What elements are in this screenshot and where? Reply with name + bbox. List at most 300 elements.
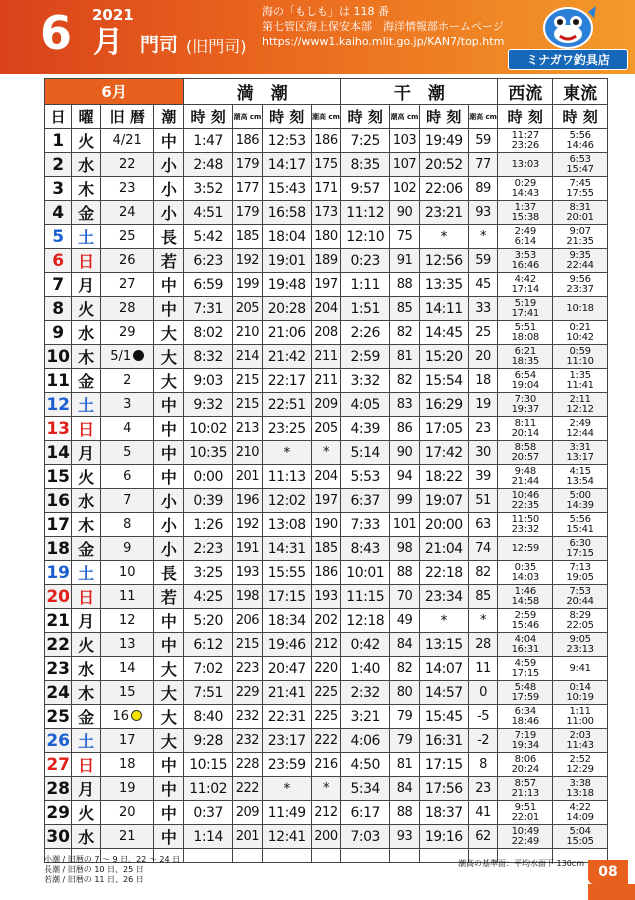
high-tide-time-1: 6:59 bbox=[184, 273, 233, 297]
low-tide-time-1: 6:17 bbox=[341, 801, 390, 825]
high-tide-time-1: 8:32 bbox=[184, 345, 233, 369]
lunar-date: 6 bbox=[123, 469, 132, 484]
low-tide-height-2: 93 bbox=[468, 201, 498, 225]
low-tide-height-1: 101 bbox=[390, 513, 420, 537]
low-tide-height-1: 70 bbox=[390, 585, 420, 609]
weekday-cell: 木 bbox=[72, 513, 101, 537]
low-tide-time-2: 23:34 bbox=[419, 585, 468, 609]
low-tide-height-1: 102 bbox=[390, 177, 420, 201]
lunar-date: 4/21 bbox=[112, 133, 142, 148]
low-tide-height-1: 86 bbox=[390, 417, 420, 441]
low-tide-time-1: 7:33 bbox=[341, 513, 390, 537]
low-tide-time-2: 22:18 bbox=[419, 561, 468, 585]
lunar-date: 29 bbox=[118, 325, 136, 340]
high-tide-height-1: 213 bbox=[233, 417, 263, 441]
high-tide-time-2: 15:55 bbox=[262, 561, 311, 585]
high-tide-height-1: 196 bbox=[233, 489, 263, 513]
low-tide-height-2: 77 bbox=[468, 153, 498, 177]
high-tide-time-1: 4:25 bbox=[184, 585, 233, 609]
high-tide-height-2: 190 bbox=[311, 513, 341, 537]
high-tide-height-2: 186 bbox=[311, 129, 341, 153]
lunar-cell bbox=[100, 417, 154, 441]
low-tide-time-1: 6:37 bbox=[341, 489, 390, 513]
high-tide-height-1: 223 bbox=[233, 657, 263, 681]
low-tide-time-1: 5:14 bbox=[341, 441, 390, 465]
high-tide-height-1: 232 bbox=[233, 729, 263, 753]
west-flow-cell: 10:49 22:49 bbox=[498, 825, 553, 849]
header-place-old: (旧門司) bbox=[186, 37, 247, 56]
tide-type-cell: 中 bbox=[154, 393, 184, 417]
low-tide-height-2: 23 bbox=[468, 417, 498, 441]
table-row bbox=[45, 753, 608, 777]
table-row bbox=[45, 225, 608, 249]
low-tide-height-2: * bbox=[468, 609, 498, 633]
weekday-cell: 木 bbox=[72, 681, 101, 705]
weekday-cell: 水 bbox=[72, 825, 101, 849]
high-tide-time-2: 14:31 bbox=[262, 537, 311, 561]
day-cell: 29 bbox=[46, 802, 71, 823]
weekday-cell: 金 bbox=[72, 201, 101, 225]
low-tide-time-1: 11:15 bbox=[341, 585, 390, 609]
col-lunar: 旧 暦 bbox=[100, 105, 154, 129]
low-tide-height-1: 82 bbox=[390, 657, 420, 681]
lunar-date: 4 bbox=[123, 421, 132, 436]
lunar-date: 7 bbox=[123, 493, 132, 508]
table-row bbox=[45, 297, 608, 321]
high-tide-height-1: 201 bbox=[233, 825, 263, 849]
weekday-cell: 火 bbox=[72, 633, 101, 657]
table-row bbox=[45, 489, 608, 513]
tide-type-cell: 中 bbox=[154, 633, 184, 657]
low-tide-time-1: 12:10 bbox=[341, 225, 390, 249]
weekday-cell: 金 bbox=[72, 369, 101, 393]
east-flow-header: 東流 bbox=[553, 79, 608, 105]
tide-type-cell: 大 bbox=[154, 729, 184, 753]
header-month-kanji: 月 bbox=[93, 25, 123, 60]
high-tide-time-2: 11:13 bbox=[262, 465, 311, 489]
col-day: 日 bbox=[45, 105, 72, 129]
low-tide-time-1: 2:59 bbox=[341, 345, 390, 369]
lunar-date: 27 bbox=[118, 277, 136, 292]
high-tide-height-2: 204 bbox=[311, 465, 341, 489]
west-flow-cell: 9:51 22:01 bbox=[498, 801, 553, 825]
high-tide-time-2: 19:48 bbox=[262, 273, 311, 297]
low-tide-height-1: 82 bbox=[390, 321, 420, 345]
note-nagashio: 長潮 / 旧暦の 10 日、25 日 bbox=[44, 865, 144, 874]
lunar-cell bbox=[100, 321, 154, 345]
col-height: 潮高 cm bbox=[468, 105, 498, 129]
low-tide-time-1: 0:23 bbox=[341, 249, 390, 273]
high-tide-height-2: 173 bbox=[311, 201, 341, 225]
west-flow-cell: 5:19 17:41 bbox=[498, 297, 553, 321]
lunar-cell bbox=[100, 153, 154, 177]
blank-cell bbox=[311, 849, 341, 863]
col-time: 時 刻 bbox=[262, 105, 311, 129]
high-tide-time-1: 3:25 bbox=[184, 561, 233, 585]
high-tide-time-1: 5:20 bbox=[184, 609, 233, 633]
lunar-cell bbox=[100, 273, 154, 297]
weekday-cell: 火 bbox=[72, 297, 101, 321]
high-tide-height-1: 205 bbox=[233, 297, 263, 321]
low-tide-height-2: 28 bbox=[468, 633, 498, 657]
tide-table-wrapper bbox=[44, 78, 608, 863]
table-row bbox=[45, 417, 608, 441]
lunar-cell bbox=[100, 777, 154, 801]
west-flow-cell: 2:49 6:14 bbox=[498, 225, 553, 249]
low-tide-height-2: 33 bbox=[468, 297, 498, 321]
day-cell: 7 bbox=[45, 273, 72, 297]
low-tide-time-2: 20:00 bbox=[419, 513, 468, 537]
low-tide-height-2: 0 bbox=[468, 681, 498, 705]
west-flow-cell: 8:57 21:13 bbox=[498, 777, 553, 801]
high-tide-height-2: * bbox=[311, 777, 341, 801]
lunar-cell bbox=[100, 345, 154, 369]
high-tide-header: 満 潮 bbox=[184, 79, 341, 105]
corner-bar bbox=[588, 884, 635, 900]
info-line-1: 海の「もしも」は 118 番 bbox=[262, 5, 389, 18]
east-flow-cell: 5:56 15:41 bbox=[553, 513, 608, 537]
table-row bbox=[45, 273, 608, 297]
east-flow-cell: 7:45 17:55 bbox=[553, 177, 608, 201]
west-flow-cell: 8:11 20:14 bbox=[498, 417, 553, 441]
day-cell: 3 bbox=[45, 177, 72, 201]
low-tide-height-1: 88 bbox=[390, 273, 420, 297]
lunar-date: 14 bbox=[118, 661, 136, 676]
high-tide-height-1: 192 bbox=[233, 513, 263, 537]
low-tide-time-1: 7:25 bbox=[341, 129, 390, 153]
low-tide-height-1: 99 bbox=[390, 489, 420, 513]
high-tide-height-2: 171 bbox=[311, 177, 341, 201]
high-tide-time-1: 7:02 bbox=[184, 657, 233, 681]
lunar-date: 11 bbox=[118, 589, 136, 604]
low-tide-height-2: 30 bbox=[468, 441, 498, 465]
lunar-date: 16 bbox=[112, 709, 129, 724]
high-tide-time-2: * bbox=[262, 777, 311, 801]
low-tide-height-2: 59 bbox=[468, 129, 498, 153]
low-tide-height-1: 79 bbox=[390, 729, 420, 753]
low-tide-height-2: * bbox=[468, 225, 498, 249]
low-tide-height-1: 79 bbox=[390, 705, 420, 729]
table-row bbox=[45, 729, 608, 753]
lunar-date: 19 bbox=[118, 781, 136, 796]
low-tide-time-1: 1:11 bbox=[341, 273, 390, 297]
west-flow-cell: 0:35 14:03 bbox=[498, 561, 553, 585]
low-tide-time-2: 17:05 bbox=[419, 417, 468, 441]
east-flow-cell: 6:53 15:47 bbox=[553, 153, 608, 177]
low-tide-height-1: 49 bbox=[390, 609, 420, 633]
day-cell: 28 bbox=[46, 778, 71, 799]
tide-type-cell: 小 bbox=[154, 153, 184, 177]
weekday-cell: 火 bbox=[72, 801, 101, 825]
tide-type-cell: 小 bbox=[154, 513, 184, 537]
tide-type-cell: 中 bbox=[154, 417, 184, 441]
table-row bbox=[45, 441, 608, 465]
high-tide-height-2: 208 bbox=[311, 321, 341, 345]
table-row bbox=[45, 777, 608, 801]
tide-table bbox=[44, 78, 608, 863]
header-place: 門司 bbox=[140, 34, 179, 56]
high-tide-time-1: 8:40 bbox=[184, 705, 233, 729]
lunar-date: 13 bbox=[118, 637, 136, 652]
table-row bbox=[45, 345, 608, 369]
lunar-cell bbox=[100, 129, 154, 153]
high-tide-height-2: 211 bbox=[311, 369, 341, 393]
tide-type-cell: 大 bbox=[154, 369, 184, 393]
weekday-cell: 土 bbox=[72, 393, 101, 417]
high-tide-height-2: 175 bbox=[311, 153, 341, 177]
low-tide-height-1: 88 bbox=[390, 561, 420, 585]
weekday-cell: 日 bbox=[72, 249, 101, 273]
low-tide-height-2: 59 bbox=[468, 249, 498, 273]
low-tide-height-1: 81 bbox=[390, 345, 420, 369]
tide-type-cell: 若 bbox=[154, 249, 184, 273]
lunar-cell bbox=[100, 441, 154, 465]
high-tide-height-2: 225 bbox=[311, 681, 341, 705]
east-flow-cell: 3:31 13:17 bbox=[553, 441, 608, 465]
low-tide-height-1: 90 bbox=[390, 441, 420, 465]
low-tide-height-1: 75 bbox=[390, 225, 420, 249]
low-tide-time-2: 16:29 bbox=[419, 393, 468, 417]
table-row bbox=[45, 201, 608, 225]
low-tide-time-1: 4:50 bbox=[341, 753, 390, 777]
height-basis-note: 潮高の基準面：平均水面下 130cm bbox=[458, 859, 585, 868]
table-row bbox=[45, 801, 608, 825]
tide-type-cell: 長 bbox=[154, 225, 184, 249]
day-cell: 4 bbox=[45, 201, 72, 225]
lunar-date: 24 bbox=[118, 205, 136, 220]
high-tide-time-1: 7:51 bbox=[184, 681, 233, 705]
high-tide-time-1: 7:31 bbox=[184, 297, 233, 321]
east-flow-cell: 1:35 11:41 bbox=[553, 369, 608, 393]
low-tide-time-1: 2:26 bbox=[341, 321, 390, 345]
table-row bbox=[45, 513, 608, 537]
east-flow-cell: 9:41 bbox=[553, 657, 608, 681]
west-flow-cell: 4:04 16:31 bbox=[498, 633, 553, 657]
tide-type-cell: 中 bbox=[154, 825, 184, 849]
lunar-date: 17 bbox=[118, 733, 136, 748]
low-tide-height-1: 82 bbox=[390, 369, 420, 393]
west-flow-cell: 12:59 bbox=[498, 537, 553, 561]
table-row bbox=[45, 705, 608, 729]
lunar-date: 9 bbox=[123, 541, 132, 556]
low-tide-time-1: 3:21 bbox=[341, 705, 390, 729]
weekday-cell: 日 bbox=[72, 585, 101, 609]
table-row bbox=[45, 177, 608, 201]
blank-cell bbox=[184, 849, 233, 863]
east-flow-cell: 5:56 14:46 bbox=[553, 129, 608, 153]
high-tide-height-2: 216 bbox=[311, 753, 341, 777]
col-time: 時 刻 bbox=[419, 105, 468, 129]
west-flow-cell: 2:59 15:46 bbox=[498, 609, 553, 633]
tide-notes bbox=[44, 855, 180, 885]
low-tide-height-2: 20 bbox=[468, 345, 498, 369]
high-tide-time-2: 22:17 bbox=[262, 369, 311, 393]
low-tide-height-2: 8 bbox=[468, 753, 498, 777]
table-row bbox=[45, 369, 608, 393]
day-cell: 30 bbox=[46, 826, 71, 847]
high-tide-height-1: 193 bbox=[233, 561, 263, 585]
tide-type-cell: 大 bbox=[154, 705, 184, 729]
high-tide-time-2: * bbox=[262, 441, 311, 465]
west-flow-cell: 13:03 bbox=[498, 153, 553, 177]
low-tide-height-2: 41 bbox=[468, 801, 498, 825]
day-cell: 27 bbox=[46, 754, 71, 775]
high-tide-height-1: 185 bbox=[233, 225, 263, 249]
lunar-cell bbox=[100, 681, 154, 705]
day-cell: 13 bbox=[46, 418, 71, 439]
table-row bbox=[45, 393, 608, 417]
low-tide-height-2: -5 bbox=[468, 705, 498, 729]
low-tide-height-2: 25 bbox=[468, 321, 498, 345]
low-tide-time-1: 1:51 bbox=[341, 297, 390, 321]
shop-logo-text: ミナガワ釣具店 bbox=[508, 49, 628, 70]
day-cell: 24 bbox=[46, 682, 71, 703]
low-tide-time-2: * bbox=[419, 609, 468, 633]
table-row bbox=[45, 681, 608, 705]
lunar-date: 10 bbox=[118, 565, 136, 580]
east-flow-cell: 5:04 15:05 bbox=[553, 825, 608, 849]
month-label: 6月 bbox=[45, 79, 184, 105]
day-cell: 20 bbox=[46, 586, 71, 607]
east-flow-cell: 7:53 20:44 bbox=[553, 585, 608, 609]
low-tide-time-2: 20:52 bbox=[419, 153, 468, 177]
low-tide-height-2: 19 bbox=[468, 393, 498, 417]
day-cell: 6 bbox=[45, 249, 72, 273]
lunar-cell bbox=[100, 753, 154, 777]
high-tide-height-2: 193 bbox=[311, 585, 341, 609]
low-tide-height-2: 45 bbox=[468, 273, 498, 297]
low-tide-time-2: 23:21 bbox=[419, 201, 468, 225]
blank-cell bbox=[341, 849, 390, 863]
lunar-date: 12 bbox=[118, 613, 136, 628]
weekday-cell: 木 bbox=[72, 345, 101, 369]
page-header bbox=[0, 0, 635, 74]
low-tide-time-2: 13:35 bbox=[419, 273, 468, 297]
lunar-cell bbox=[100, 585, 154, 609]
low-tide-time-2: 15:20 bbox=[419, 345, 468, 369]
lunar-cell bbox=[100, 201, 154, 225]
high-tide-time-1: 9:28 bbox=[184, 729, 233, 753]
lunar-cell bbox=[100, 561, 154, 585]
tide-type-cell: 大 bbox=[154, 321, 184, 345]
high-tide-height-2: 197 bbox=[311, 273, 341, 297]
day-cell: 23 bbox=[46, 658, 71, 679]
day-cell: 19 bbox=[46, 562, 71, 583]
lunar-cell bbox=[100, 537, 154, 561]
weekday-cell: 土 bbox=[72, 225, 101, 249]
day-cell: 15 bbox=[46, 466, 71, 487]
lunar-cell bbox=[100, 705, 154, 729]
day-cell: 22 bbox=[46, 634, 71, 655]
low-tide-height-2: 62 bbox=[468, 825, 498, 849]
table-row bbox=[45, 465, 608, 489]
weekday-cell: 金 bbox=[72, 537, 101, 561]
west-flow-header: 西流 bbox=[498, 79, 553, 105]
high-tide-height-2: * bbox=[311, 441, 341, 465]
tide-type-cell: 大 bbox=[154, 345, 184, 369]
east-flow-cell: 5:00 14:39 bbox=[553, 489, 608, 513]
table-row bbox=[45, 249, 608, 273]
low-tide-time-2: 18:22 bbox=[419, 465, 468, 489]
east-flow-cell: 0:21 10:42 bbox=[553, 321, 608, 345]
east-flow-cell: 9:35 22:44 bbox=[553, 249, 608, 273]
low-tide-time-1: 2:32 bbox=[341, 681, 390, 705]
lunar-date: 25 bbox=[118, 229, 136, 244]
lunar-date: 8 bbox=[123, 517, 132, 532]
day-cell: 26 bbox=[46, 730, 71, 751]
high-tide-height-2: 185 bbox=[311, 537, 341, 561]
low-tide-height-1: 80 bbox=[390, 681, 420, 705]
tide-type-cell: 中 bbox=[154, 297, 184, 321]
weekday-cell: 水 bbox=[72, 153, 101, 177]
west-flow-cell: 5:48 17:59 bbox=[498, 681, 553, 705]
col-time: 時 刻 bbox=[498, 105, 553, 129]
high-tide-time-1: 10:35 bbox=[184, 441, 233, 465]
low-tide-time-1: 11:12 bbox=[341, 201, 390, 225]
day-cell: 12 bbox=[46, 394, 71, 415]
full-moon-icon bbox=[131, 710, 142, 721]
note-koshio: 小潮 / 旧暦の 7 ～ 9 日、22 ～ 24 日 bbox=[44, 855, 181, 864]
high-tide-time-1: 9:03 bbox=[184, 369, 233, 393]
table-row bbox=[45, 657, 608, 681]
high-tide-time-1: 3:52 bbox=[184, 177, 233, 201]
east-flow-cell: 9:05 23:13 bbox=[553, 633, 608, 657]
high-tide-time-1: 0:37 bbox=[184, 801, 233, 825]
low-tide-time-2: 14:07 bbox=[419, 657, 468, 681]
low-tide-time-1: 10:01 bbox=[341, 561, 390, 585]
high-tide-height-1: 186 bbox=[233, 129, 263, 153]
high-tide-height-1: 215 bbox=[233, 369, 263, 393]
high-tide-time-1: 8:02 bbox=[184, 321, 233, 345]
weekday-cell: 水 bbox=[72, 321, 101, 345]
weekday-cell: 土 bbox=[72, 561, 101, 585]
high-tide-time-2: 21:41 bbox=[262, 681, 311, 705]
low-tide-time-2: 17:42 bbox=[419, 441, 468, 465]
tide-table-body bbox=[45, 129, 608, 863]
new-moon-icon bbox=[133, 350, 144, 361]
east-flow-cell: 3:38 13:18 bbox=[553, 777, 608, 801]
day-cell: 16 bbox=[46, 490, 71, 511]
west-flow-cell: 6:54 19:04 bbox=[498, 369, 553, 393]
day-cell: 1 bbox=[45, 129, 72, 153]
lunar-date: 21 bbox=[118, 829, 136, 844]
tide-type-cell: 中 bbox=[154, 609, 184, 633]
lunar-cell bbox=[100, 297, 154, 321]
west-flow-cell: 11:50 23:32 bbox=[498, 513, 553, 537]
high-tide-height-2: 209 bbox=[311, 393, 341, 417]
low-tide-height-1: 93 bbox=[390, 825, 420, 849]
east-flow-cell: 0:14 10:19 bbox=[553, 681, 608, 705]
col-weekday: 曜 bbox=[72, 105, 101, 129]
low-tide-time-1: 12:18 bbox=[341, 609, 390, 633]
low-tide-time-1: 4:05 bbox=[341, 393, 390, 417]
day-cell: 9 bbox=[45, 321, 72, 345]
low-tide-height-1: 94 bbox=[390, 465, 420, 489]
high-tide-time-2: 11:49 bbox=[262, 801, 311, 825]
blank-cell bbox=[390, 849, 420, 863]
lunar-cell bbox=[100, 489, 154, 513]
low-tide-time-2: 16:31 bbox=[419, 729, 468, 753]
col-time: 時 刻 bbox=[341, 105, 390, 129]
east-flow-cell: 2:03 11:43 bbox=[553, 729, 608, 753]
high-tide-time-1: 9:32 bbox=[184, 393, 233, 417]
low-tide-time-2: 21:04 bbox=[419, 537, 468, 561]
high-tide-time-1: 6:12 bbox=[184, 633, 233, 657]
lunar-cell bbox=[100, 657, 154, 681]
high-tide-height-2: 197 bbox=[311, 489, 341, 513]
high-tide-time-1: 1:47 bbox=[184, 129, 233, 153]
day-cell: 2 bbox=[45, 153, 72, 177]
